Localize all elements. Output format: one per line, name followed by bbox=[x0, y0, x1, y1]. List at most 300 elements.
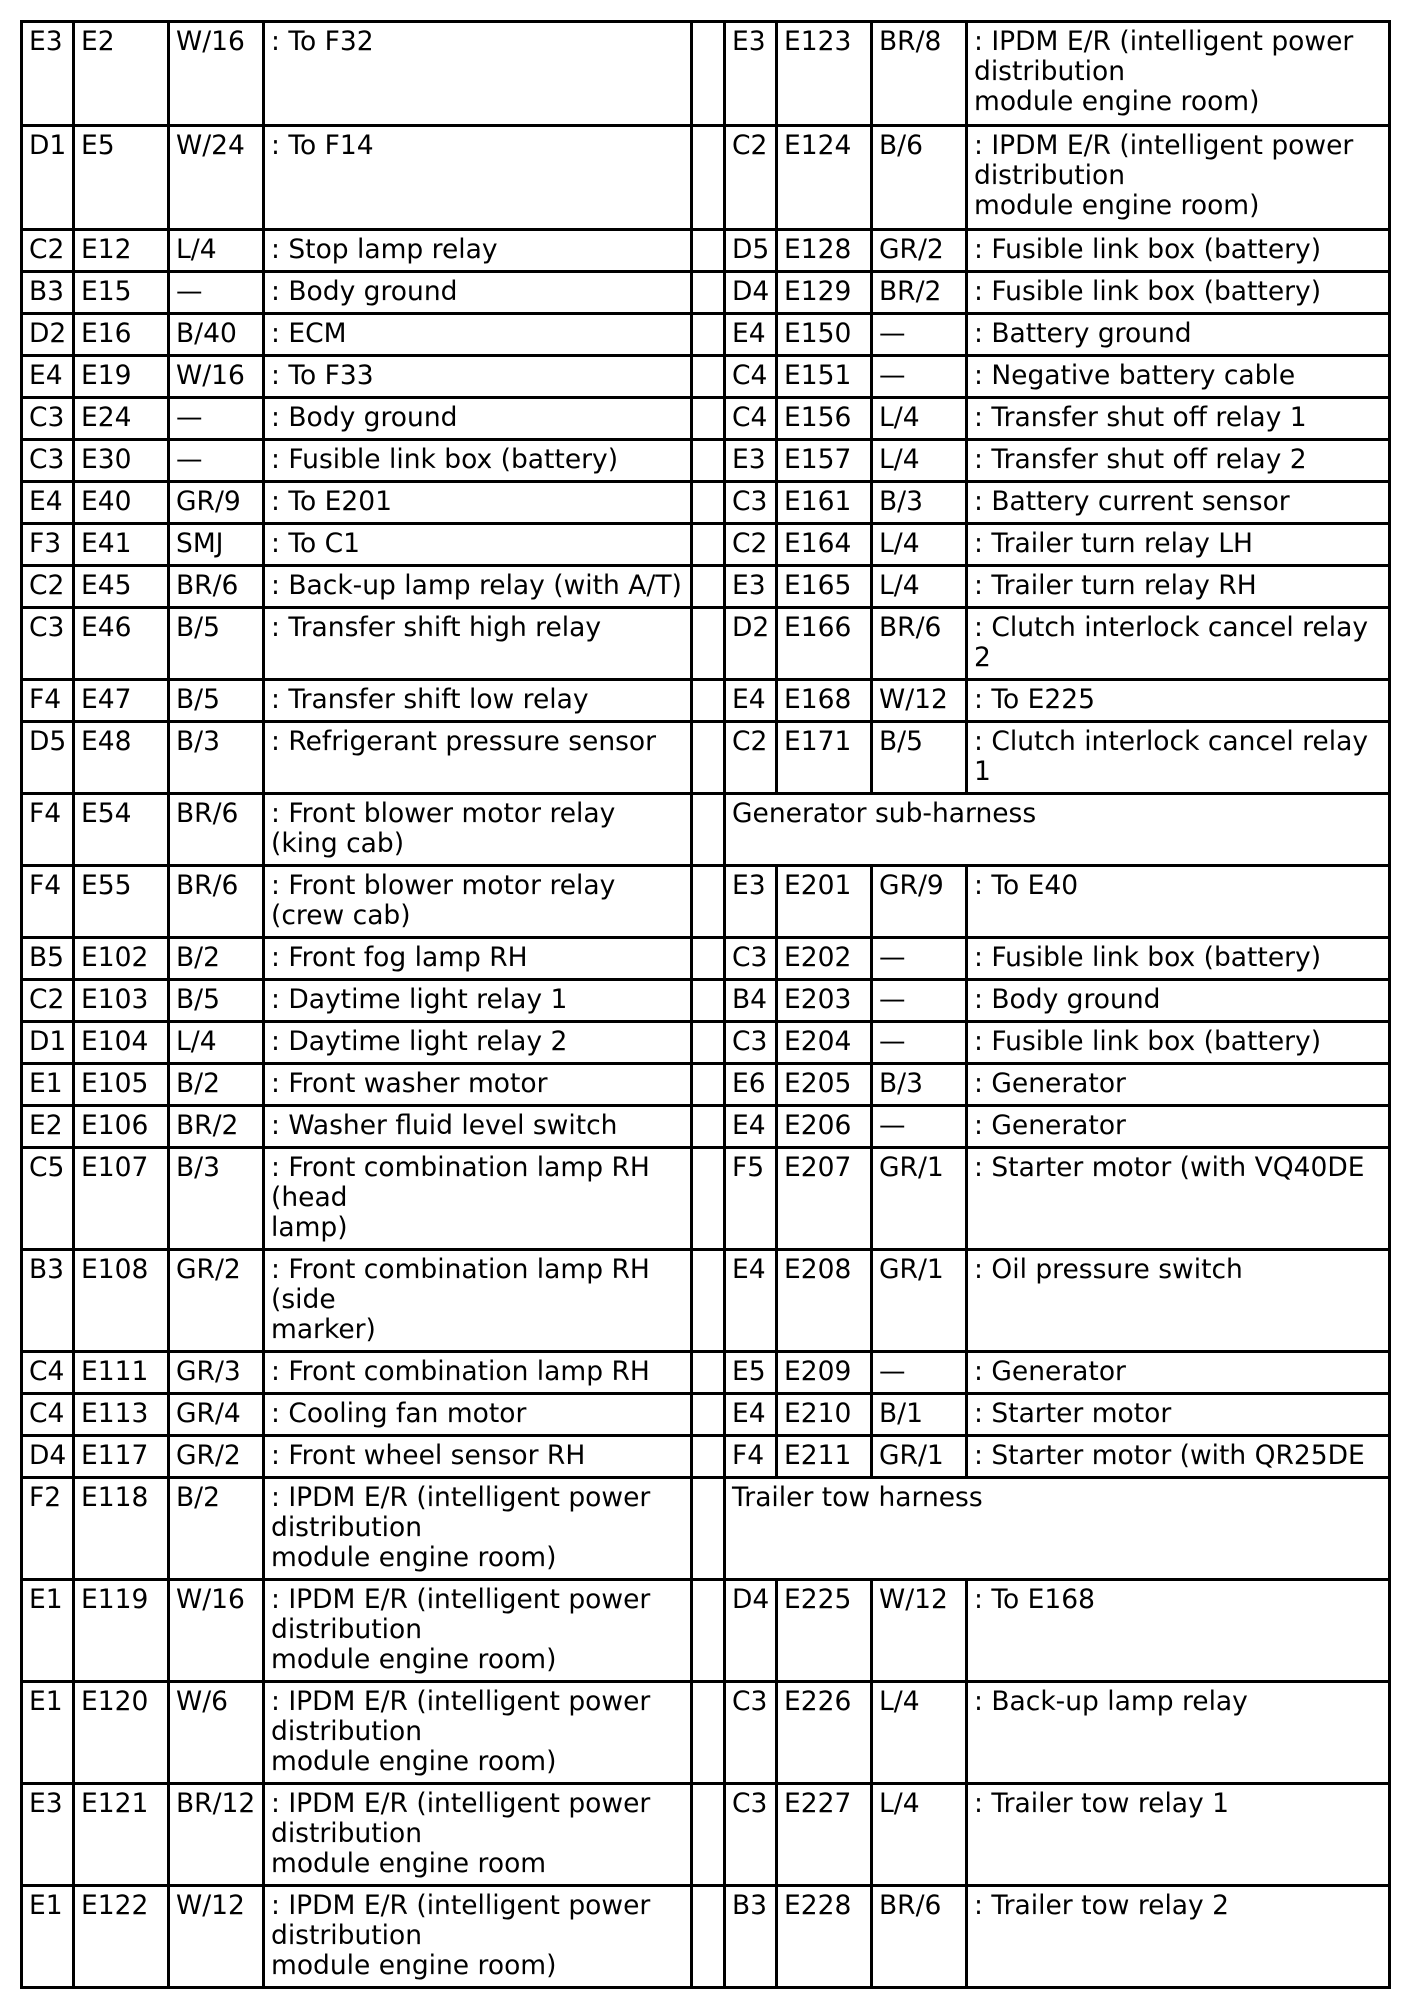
right-description-cell bbox=[967, 482, 1390, 524]
left-description-cell bbox=[264, 1478, 692, 1580]
left-color-cell-line: BR/2 bbox=[176, 1110, 239, 1141]
left-color-cell-line: L/4 bbox=[176, 1026, 217, 1057]
right-color-cell-line: GR/9 bbox=[879, 870, 944, 901]
left-description-cell bbox=[264, 1250, 692, 1352]
right-color-cell-line: BR/6 bbox=[879, 1890, 942, 1921]
right-description-cell-line: : IPDM E/R (intelligent power bbox=[974, 26, 1354, 57]
left-connector-cell-line: E122 bbox=[81, 1890, 149, 1921]
right-connector-cell-line: E209 bbox=[784, 1356, 852, 1387]
right-grid-cell bbox=[725, 866, 777, 938]
right-description-cell bbox=[967, 866, 1390, 938]
right-connector-cell bbox=[777, 230, 872, 272]
left-color-cell-line: B/40 bbox=[176, 318, 237, 349]
left-description-cell-line: : Washer fluid level switch bbox=[271, 1110, 618, 1141]
right-color-cell-line: — bbox=[879, 1026, 906, 1057]
left-description-cell bbox=[264, 1064, 692, 1106]
left-connector-cell bbox=[74, 566, 169, 608]
left-color-cell-line: B/5 bbox=[176, 684, 220, 715]
left-color-cell-line: B/5 bbox=[176, 984, 220, 1015]
left-connector-cell bbox=[74, 272, 169, 314]
right-color-cell-line: BR/8 bbox=[879, 26, 942, 57]
left-description-cell-line: : Refrigerant pressure sensor bbox=[271, 726, 657, 757]
table-row bbox=[22, 680, 1390, 722]
left-connector-cell bbox=[74, 440, 169, 482]
left-grid-cell bbox=[22, 272, 74, 314]
left-color-cell bbox=[169, 680, 264, 722]
table-row bbox=[22, 1682, 1390, 1784]
left-color-cell-line: — bbox=[176, 444, 203, 475]
left-grid-cell bbox=[22, 1148, 74, 1250]
left-description-cell bbox=[264, 722, 692, 794]
left-grid-cell bbox=[22, 1436, 74, 1478]
right-connector-cell-line: E156 bbox=[784, 402, 852, 433]
right-connector-cell-line: E210 bbox=[784, 1398, 852, 1429]
left-grid-cell bbox=[22, 1352, 74, 1394]
left-grid-cell bbox=[22, 980, 74, 1022]
left-connector-cell-line: E30 bbox=[81, 444, 132, 475]
left-connector-cell bbox=[74, 356, 169, 398]
right-color-cell bbox=[872, 1106, 967, 1148]
right-description-cell bbox=[967, 608, 1390, 680]
column-gap bbox=[692, 794, 725, 866]
left-grid-cell bbox=[22, 1064, 74, 1106]
left-grid-cell bbox=[22, 1394, 74, 1436]
right-grid-cell bbox=[725, 1148, 777, 1250]
right-connector-cell-line: E207 bbox=[784, 1152, 852, 1183]
right-description-cell bbox=[967, 440, 1390, 482]
right-connector-cell-line: E201 bbox=[784, 870, 852, 901]
right-color-cell bbox=[872, 356, 967, 398]
left-grid-cell-line: E3 bbox=[29, 26, 63, 57]
right-connector-cell-line: E204 bbox=[784, 1026, 852, 1057]
right-description-cell-line: : Fusible link box (battery) bbox=[974, 234, 1322, 265]
column-gap bbox=[692, 1394, 725, 1436]
right-color-cell bbox=[872, 1250, 967, 1352]
right-grid-cell bbox=[725, 1580, 777, 1682]
right-color-cell bbox=[872, 1436, 967, 1478]
left-connector-cell-line: E54 bbox=[81, 798, 132, 829]
column-gap bbox=[692, 22, 725, 126]
right-description-cell bbox=[967, 938, 1390, 980]
table-row bbox=[22, 126, 1390, 230]
left-color-cell bbox=[169, 1148, 264, 1250]
left-connector-cell-line: E121 bbox=[81, 1788, 149, 1819]
left-description-cell-line: : To F33 bbox=[271, 360, 374, 391]
right-description-cell-line: distribution bbox=[974, 56, 1126, 87]
section-heading bbox=[725, 1478, 1390, 1580]
table-row bbox=[22, 1148, 1390, 1250]
left-grid-cell-line: D4 bbox=[29, 1440, 67, 1471]
left-grid-cell-line: F4 bbox=[29, 684, 62, 715]
left-color-cell-line: BR/6 bbox=[176, 870, 239, 901]
left-description-cell-line: : IPDM E/R (intelligent power bbox=[271, 1788, 651, 1819]
left-connector-cell bbox=[74, 1436, 169, 1478]
left-description-cell-line: lamp) bbox=[271, 1212, 348, 1243]
right-description-cell bbox=[967, 22, 1390, 126]
right-color-cell-line: L/4 bbox=[879, 570, 920, 601]
left-grid-cell-line: F3 bbox=[29, 528, 62, 559]
left-grid-cell bbox=[22, 1250, 74, 1352]
right-color-cell-line: — bbox=[879, 1356, 906, 1387]
right-connector-cell bbox=[777, 1064, 872, 1106]
right-description-cell-line: : Back-up lamp relay bbox=[974, 1686, 1248, 1717]
column-gap bbox=[692, 866, 725, 938]
column-gap bbox=[692, 1478, 725, 1580]
right-color-cell bbox=[872, 1148, 967, 1250]
right-description-cell bbox=[967, 524, 1390, 566]
left-description-cell bbox=[264, 314, 692, 356]
left-color-cell bbox=[169, 1682, 264, 1784]
right-color-cell bbox=[872, 524, 967, 566]
left-grid-cell bbox=[22, 680, 74, 722]
left-connector-cell bbox=[74, 1580, 169, 1682]
left-description-cell-line: (side bbox=[271, 1284, 336, 1315]
left-description-cell-line: distribution bbox=[271, 1920, 423, 1951]
table-row bbox=[22, 398, 1390, 440]
left-grid-cell-line: D5 bbox=[29, 726, 67, 757]
table-row bbox=[22, 980, 1390, 1022]
right-color-cell-line: — bbox=[879, 942, 906, 973]
left-grid-cell bbox=[22, 722, 74, 794]
right-connector-cell-line: E202 bbox=[784, 942, 852, 973]
left-connector-cell bbox=[74, 482, 169, 524]
right-description-cell bbox=[967, 1436, 1390, 1478]
left-description-cell bbox=[264, 1106, 692, 1148]
right-color-cell-line: L/4 bbox=[879, 528, 920, 559]
left-connector-cell bbox=[74, 608, 169, 680]
right-color-cell-line: BR/2 bbox=[879, 276, 942, 307]
right-color-cell bbox=[872, 1352, 967, 1394]
left-description-cell bbox=[264, 126, 692, 230]
right-connector-cell bbox=[777, 524, 872, 566]
right-grid-cell bbox=[725, 1250, 777, 1352]
right-description-cell bbox=[967, 722, 1390, 794]
table-row bbox=[22, 440, 1390, 482]
right-color-cell bbox=[872, 22, 967, 126]
right-description-cell-line: : Trailer tow relay 2 bbox=[974, 1890, 1230, 1921]
right-description-cell-line: : Clutch interlock cancel relay 2 bbox=[974, 612, 1369, 673]
left-grid-cell bbox=[22, 566, 74, 608]
section-heading bbox=[725, 794, 1390, 866]
right-description-cell-line: : IPDM E/R (intelligent power bbox=[974, 130, 1354, 161]
left-connector-cell-line: E19 bbox=[81, 360, 132, 391]
table-row bbox=[22, 1478, 1390, 1580]
column-gap bbox=[692, 1064, 725, 1106]
right-description-cell-line: : Oil pressure switch bbox=[974, 1254, 1243, 1285]
right-color-cell-line: W/12 bbox=[879, 1584, 948, 1615]
right-grid-cell bbox=[725, 482, 777, 524]
right-color-cell bbox=[872, 566, 967, 608]
right-grid-cell-line: E5 bbox=[732, 1356, 766, 1387]
left-color-cell bbox=[169, 22, 264, 126]
left-connector-cell bbox=[74, 794, 169, 866]
left-description-cell bbox=[264, 938, 692, 980]
left-grid-cell-line: E3 bbox=[29, 1788, 63, 1819]
left-connector-cell bbox=[74, 866, 169, 938]
left-connector-cell-line: E16 bbox=[81, 318, 132, 349]
right-description-cell-line: : Negative battery cable bbox=[974, 360, 1296, 391]
table-row bbox=[22, 608, 1390, 680]
left-color-cell bbox=[169, 356, 264, 398]
right-connector-cell-line: E128 bbox=[784, 234, 852, 265]
right-description-cell-line: : Fusible link box (battery) bbox=[974, 276, 1322, 307]
left-color-cell-line: B/2 bbox=[176, 1482, 220, 1513]
table-row bbox=[22, 1352, 1390, 1394]
left-description-cell-line: : IPDM E/R (intelligent power bbox=[271, 1686, 651, 1717]
right-connector-cell bbox=[777, 272, 872, 314]
right-connector-cell bbox=[777, 866, 872, 938]
column-gap bbox=[692, 356, 725, 398]
left-connector-cell-line: E118 bbox=[81, 1482, 149, 1513]
left-color-cell bbox=[169, 1886, 264, 1988]
right-color-cell-line: B/3 bbox=[879, 486, 923, 517]
right-color-cell bbox=[872, 1886, 967, 1988]
left-description-cell bbox=[264, 680, 692, 722]
left-color-cell-line: GR/2 bbox=[176, 1254, 241, 1285]
left-connector-cell bbox=[74, 230, 169, 272]
left-description-cell-line: : IPDM E/R (intelligent power bbox=[271, 1584, 651, 1615]
right-grid-cell-line: C3 bbox=[732, 942, 768, 973]
column-gap bbox=[692, 440, 725, 482]
right-grid-cell-line: E4 bbox=[732, 318, 766, 349]
right-connector-cell-line: E161 bbox=[784, 486, 852, 517]
table-row bbox=[22, 1022, 1390, 1064]
right-grid-cell-line: C3 bbox=[732, 486, 768, 517]
right-grid-cell bbox=[725, 1352, 777, 1394]
right-connector-cell-line: E228 bbox=[784, 1890, 852, 1921]
left-grid-cell bbox=[22, 440, 74, 482]
right-description-cell bbox=[967, 1394, 1390, 1436]
table-row bbox=[22, 1886, 1390, 1988]
left-connector-cell-line: E107 bbox=[81, 1152, 149, 1183]
left-grid-cell bbox=[22, 1478, 74, 1580]
left-color-cell bbox=[169, 1478, 264, 1580]
left-color-cell bbox=[169, 398, 264, 440]
right-grid-cell bbox=[725, 126, 777, 230]
right-description-cell bbox=[967, 1784, 1390, 1886]
left-description-cell-line: : Front blower motor relay (king cab) bbox=[271, 798, 616, 859]
left-connector-cell bbox=[74, 126, 169, 230]
right-color-cell bbox=[872, 398, 967, 440]
right-connector-cell-line: E157 bbox=[784, 444, 852, 475]
right-color-cell-line: GR/1 bbox=[879, 1152, 944, 1183]
left-description-cell-line: : Transfer shift high relay bbox=[271, 612, 602, 643]
right-description-cell bbox=[967, 1580, 1390, 1682]
right-grid-cell-line: C3 bbox=[732, 1686, 768, 1717]
column-gap bbox=[692, 230, 725, 272]
right-color-cell-line: L/4 bbox=[879, 1788, 920, 1819]
connector-table bbox=[20, 20, 1391, 1989]
right-grid-cell-line: D4 bbox=[732, 276, 770, 307]
right-connector-cell-line: E206 bbox=[784, 1110, 852, 1141]
right-description-cell-line: distribution bbox=[974, 160, 1126, 191]
column-gap bbox=[692, 1784, 725, 1886]
left-description-cell-line: : To F32 bbox=[271, 26, 374, 57]
left-color-cell bbox=[169, 938, 264, 980]
table-row bbox=[22, 938, 1390, 980]
right-grid-cell bbox=[725, 356, 777, 398]
right-color-cell-line: — bbox=[879, 360, 906, 391]
left-grid-cell-line: E1 bbox=[29, 1068, 63, 1099]
right-grid-cell bbox=[725, 1106, 777, 1148]
right-description-cell-line: : Starter motor bbox=[974, 1398, 1172, 1429]
left-color-cell-line: B/2 bbox=[176, 942, 220, 973]
left-description-cell-line: : IPDM E/R (intelligent power bbox=[271, 1482, 651, 1513]
left-grid-cell-line: B5 bbox=[29, 942, 65, 973]
right-grid-cell bbox=[725, 1784, 777, 1886]
right-description-cell bbox=[967, 272, 1390, 314]
left-description-cell bbox=[264, 524, 692, 566]
right-grid-cell bbox=[725, 680, 777, 722]
right-description-cell bbox=[967, 314, 1390, 356]
right-connector-cell bbox=[777, 1022, 872, 1064]
left-connector-cell bbox=[74, 1886, 169, 1988]
right-description-cell bbox=[967, 398, 1390, 440]
left-grid-cell-line: E4 bbox=[29, 360, 63, 391]
table-row bbox=[22, 22, 1390, 126]
right-grid-cell bbox=[725, 230, 777, 272]
left-description-cell-line: : Front combination lamp RH bbox=[271, 1254, 650, 1285]
right-grid-cell bbox=[725, 938, 777, 980]
left-color-cell bbox=[169, 1352, 264, 1394]
right-connector-cell bbox=[777, 1682, 872, 1784]
right-color-cell bbox=[872, 1784, 967, 1886]
left-color-cell bbox=[169, 794, 264, 866]
right-connector-cell bbox=[777, 314, 872, 356]
column-gap bbox=[692, 482, 725, 524]
right-description-cell-line: : Trailer turn relay LH bbox=[974, 528, 1253, 559]
left-connector-cell-line: E5 bbox=[81, 130, 115, 161]
left-description-cell bbox=[264, 272, 692, 314]
right-description-cell-line: : Trailer turn relay RH bbox=[974, 570, 1257, 601]
right-color-cell bbox=[872, 230, 967, 272]
left-connector-cell-line: E40 bbox=[81, 486, 132, 517]
left-connector-cell-line: E55 bbox=[81, 870, 132, 901]
left-grid-cell-line: C3 bbox=[29, 402, 65, 433]
table-row bbox=[22, 1250, 1390, 1352]
right-connector-cell bbox=[777, 566, 872, 608]
left-connector-cell-line: E102 bbox=[81, 942, 149, 973]
right-description-cell-line: : Fusible link box (battery) bbox=[974, 942, 1322, 973]
left-color-cell-line: GR/2 bbox=[176, 1440, 241, 1471]
column-gap bbox=[692, 980, 725, 1022]
left-description-cell-line: : Front wheel sensor RH bbox=[271, 1440, 586, 1471]
right-connector-cell bbox=[777, 1580, 872, 1682]
left-description-cell bbox=[264, 1394, 692, 1436]
right-connector-cell-line: E171 bbox=[784, 726, 852, 757]
left-description-cell-line: : Body ground bbox=[271, 402, 458, 433]
left-grid-cell-line: F4 bbox=[29, 798, 62, 829]
table-row bbox=[22, 1580, 1390, 1682]
right-connector-cell bbox=[777, 1106, 872, 1148]
right-description-cell bbox=[967, 1886, 1390, 1988]
right-description-cell bbox=[967, 1250, 1390, 1352]
right-connector-cell bbox=[777, 1250, 872, 1352]
left-connector-cell bbox=[74, 314, 169, 356]
left-description-cell-line: distribution bbox=[271, 1818, 423, 1849]
left-color-cell-line: GR/3 bbox=[176, 1356, 241, 1387]
right-grid-cell-line: C2 bbox=[732, 528, 768, 559]
left-color-cell-line: B/5 bbox=[176, 612, 220, 643]
right-connector-cell bbox=[777, 1148, 872, 1250]
right-description-cell-line: : Battery ground bbox=[974, 318, 1192, 349]
table-row bbox=[22, 794, 1390, 866]
right-color-cell-line: GR/1 bbox=[879, 1440, 944, 1471]
right-grid-cell bbox=[725, 272, 777, 314]
left-description-cell bbox=[264, 1682, 692, 1784]
left-grid-cell bbox=[22, 794, 74, 866]
left-grid-cell-line: C2 bbox=[29, 570, 65, 601]
left-description-cell-line: : Cooling fan motor bbox=[271, 1398, 527, 1429]
left-grid-cell-line: D2 bbox=[29, 318, 67, 349]
right-color-cell-line: — bbox=[879, 318, 906, 349]
left-grid-cell-line: C3 bbox=[29, 444, 65, 475]
column-gap bbox=[692, 1250, 725, 1352]
right-description-cell-line: : Generator bbox=[974, 1110, 1126, 1141]
left-color-cell bbox=[169, 1022, 264, 1064]
table-row bbox=[22, 866, 1390, 938]
left-description-cell-line: : Back-up lamp relay (with A/T) bbox=[271, 570, 682, 601]
left-description-cell bbox=[264, 1784, 692, 1886]
right-connector-cell-line: E226 bbox=[784, 1686, 852, 1717]
left-color-cell bbox=[169, 1436, 264, 1478]
table-row bbox=[22, 272, 1390, 314]
right-description-cell bbox=[967, 356, 1390, 398]
right-grid-cell-line: F5 bbox=[732, 1152, 765, 1183]
right-description-cell-line: : To E40 bbox=[974, 870, 1079, 901]
left-color-cell bbox=[169, 1250, 264, 1352]
right-connector-cell-line: E124 bbox=[784, 130, 852, 161]
left-description-cell-line: : IPDM E/R (intelligent power bbox=[271, 1890, 651, 1921]
column-gap bbox=[692, 938, 725, 980]
column-gap bbox=[692, 524, 725, 566]
left-color-cell bbox=[169, 1784, 264, 1886]
right-connector-cell bbox=[777, 1886, 872, 1988]
left-color-cell-line: B/2 bbox=[176, 1068, 220, 1099]
left-color-cell bbox=[169, 1106, 264, 1148]
right-grid-cell-line: E4 bbox=[732, 1254, 766, 1285]
right-connector-cell bbox=[777, 1394, 872, 1436]
left-grid-cell-line: C4 bbox=[29, 1356, 65, 1387]
right-connector-cell-line: E123 bbox=[784, 26, 852, 57]
right-color-cell bbox=[872, 1022, 967, 1064]
left-description-cell bbox=[264, 482, 692, 524]
left-grid-cell bbox=[22, 1580, 74, 1682]
left-connector-cell bbox=[74, 1148, 169, 1250]
left-grid-cell bbox=[22, 608, 74, 680]
right-description-cell-line: : To E225 bbox=[974, 684, 1095, 715]
right-grid-cell bbox=[725, 722, 777, 794]
right-color-cell bbox=[872, 440, 967, 482]
left-grid-cell-line: C4 bbox=[29, 1398, 65, 1429]
column-gap bbox=[692, 126, 725, 230]
left-connector-cell bbox=[74, 680, 169, 722]
right-color-cell-line: L/4 bbox=[879, 1686, 920, 1717]
left-connector-cell-line: E104 bbox=[81, 1026, 149, 1057]
left-connector-cell bbox=[74, 1394, 169, 1436]
left-color-cell-line: W/24 bbox=[176, 130, 245, 161]
left-description-cell-line: module engine room) bbox=[271, 1746, 557, 1777]
left-color-cell bbox=[169, 314, 264, 356]
right-grid-cell-line: B3 bbox=[732, 1890, 768, 1921]
left-description-cell bbox=[264, 566, 692, 608]
right-connector-cell bbox=[777, 938, 872, 980]
column-gap bbox=[692, 1682, 725, 1784]
left-grid-cell bbox=[22, 22, 74, 126]
left-connector-cell bbox=[74, 1106, 169, 1148]
left-color-cell-line: L/4 bbox=[176, 234, 217, 265]
right-grid-cell-line: E3 bbox=[732, 444, 766, 475]
